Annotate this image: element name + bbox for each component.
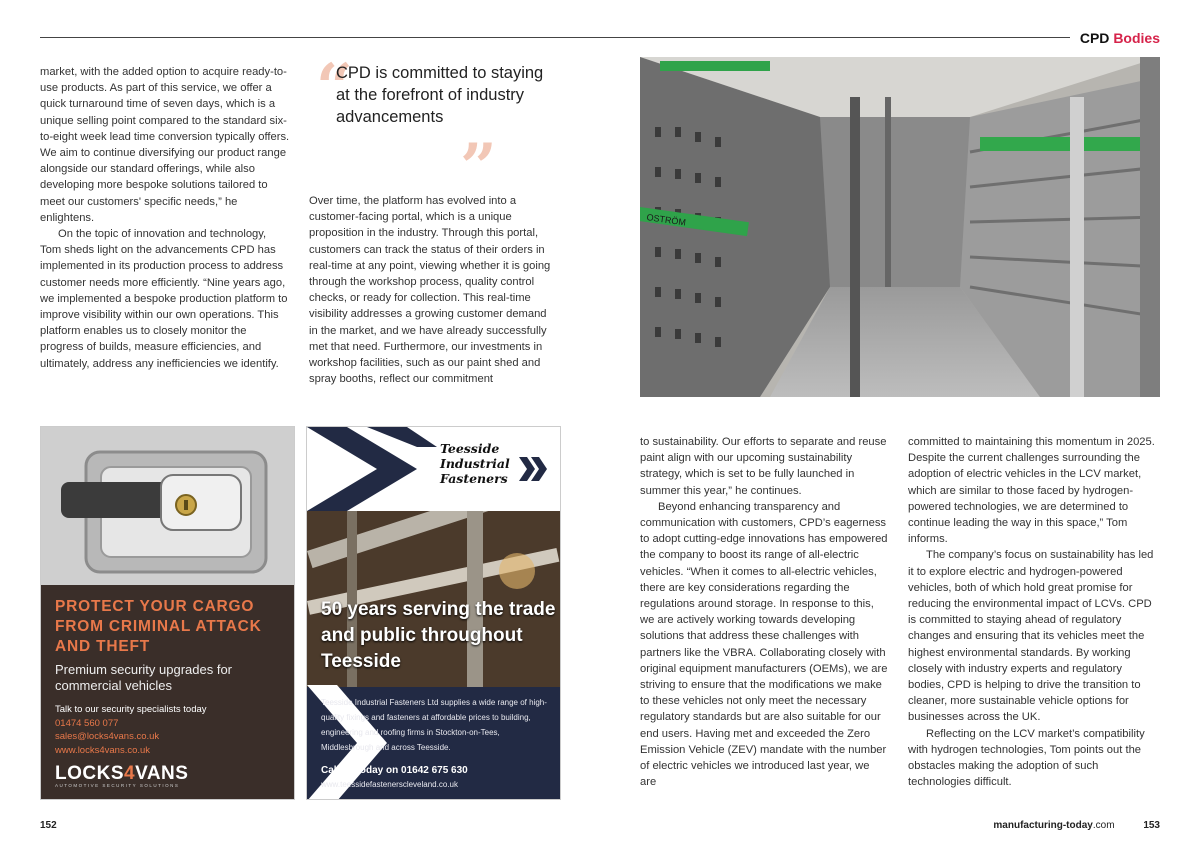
article-column-2 [309,193,554,387]
article-column-1 [40,64,290,372]
teesside-brand-logo [440,441,530,486]
ad-top-banner [307,427,561,511]
teesside-fasteners-advert[interactable] [306,426,561,800]
ad-contact-intro: Talk to our security specialists today [55,704,207,715]
van-racking-illustration [640,57,1160,397]
section-title-bodies: Bodies [1113,30,1160,46]
paragraph: The company’s focus on sustainability has led it to explore electric and hydrogen-powered vehicles, both of which hold great promise for reducing the environmental impact of LCVs. CPD is committed to staying ahead of regulatory changes and ensuring that its vehicles meet the highest environmental standards. By working closely with industry experts and regulatory bodies, CPD is helping to drive the transition to cleaner, more sustainable vehicle options for businesses across the UK. [908,549,1154,724]
ad-subheadline: Premium security upgrades for commercial vehicles [55,662,233,693]
ad-phone-number[interactable]: 01474 560 077 [55,717,119,729]
brand-line: Industrial [440,456,510,471]
ad-phone-number[interactable]: Call us today on 01642 675 630 [321,765,468,776]
paragraph: Over time, the platform has evolved into a customer-facing portal, which is a unique proposition in the industry. Through this portal, customers can track the status of their orders in real-time at any point, viewing whether it is going through the workshop process, quality control checks, or ready for collection. This real-time visibility addresses a growing customer demand in the market, and we have already successfully met that need. Furthermore, our investments in workshop facilities, such as our paint shed and spray booths, reflect our commitment [309,195,551,386]
logo-tagline: AUTOMOTIVE SECURITY SOLUTIONS [55,783,180,788]
paragraph: committed to maintaining this momentum in 2025. Despite the current challenges surrounding the adoption of electric vehicles in the LCV market, which are similar to those faced by hydrogen-powered technologies, we are determined to continue leading the way in this space,” Tom informs. [908,436,1155,546]
article-column-4 [908,434,1158,790]
pull-quote [316,50,550,205]
close-quote-mark-icon: ” [460,130,497,205]
logo-text: LOCKS [55,763,124,784]
header-rule [40,37,1070,38]
ad-headline: PROTECT YOUR CARGO FROM CRIMINAL ATTACK AND THEFT [55,598,262,655]
ad-contact-block [55,703,207,757]
paragraph: market, with the added option to acquire ready-to-use products. As part of this service, we offer a quick turnaround time of seven days, which is a unique selling point compared to the standard six-to-eight week lead time conversion typically offers. We aim to continue diversifying our product range alongside our standard offerings, while also developing more bespoke solutions tailored to meet our customers' specific needs,” he enlightens. [40,66,290,224]
paragraph: to sustainability. Our efforts to separate and reuse paint align with our upcoming sustainability strategy, which is set to be fully launched in summer this year,” he continues. [640,436,887,497]
page-number-left: 152 [40,820,57,831]
paragraph: Beyond enhancing transparency and communication with customers, CPD’s eagerness to adopt cutting-edge innovations has empowered the company to boost its range of all-electric vehicles. “When it comes to all-electric vehicles, there are key considerations regarding the regulations around storage. In response to this, we are actively working towards developing solutions that address these challenges with partners like the VBRA. Collaborating closely with original equipment manufacturers (OEMs), we are striving to ensure that the modifications we make to these vehicles not only meet the necessary regulatory standards but are also suitable for our end users. Having met and exceeded the Zero Emission Vehicle (ZEV) mandate with the number of electric vehicles we introduced last year, we are [640,500,888,789]
ad-email-link[interactable]: sales@locks4vans.co.uk [55,731,160,742]
footer-site-tld[interactable]: .com [1092,820,1115,831]
logo-text: 4 [124,763,136,784]
photo-brand-label: OSTRÖM [645,212,687,228]
brand-line: Fasteners [440,471,508,486]
ad-body-text: Teesside Industrial Fasteners Ltd supplies a wide range of high-quality fixings and fasteners at affordable prices to building, engineering and roofing firms in Stockton-on-Tees, Middlesbrough and across Teesside. [321,698,547,752]
locks4vans-advert[interactable] [40,426,295,800]
locks4vans-logo [55,763,188,785]
ad-website-link[interactable]: www.teessidefastenerscleveland.co.uk [321,780,458,789]
brand-line: Teesside [440,441,500,456]
article-column-3 [640,434,888,790]
van-racking-photo [640,57,1160,397]
logo-text: VANS [135,763,189,784]
paragraph: On the topic of innovation and technology, Tom sheds light on the advancements CPD has implemented in its production process to address customer needs more efficiently. “Nine years ago, we implemented a bespoke production platform to improve visibility within our own operations. This platform enables us to closely monitor the progress of builds, measure efficiencies, and ultimately, address any inefficiencies we identify. [40,228,288,370]
footer-right [993,820,1160,831]
ad-website-link[interactable]: www.locks4vans.co.uk [55,744,151,756]
section-header [1080,30,1160,46]
van-lock-photo [41,427,295,585]
open-quote-mark-icon: “ [316,50,353,125]
pull-quote-text: CPD is committed to staying at the forefront of industry advancements [336,64,544,126]
paragraph: Reflecting on the LCV market’s compatibility with hydrogen technologies, Tom points out the obstacles making the adoption of such technologies difficult. [908,727,1145,789]
ad-headline: 50 years serving the trade and public throughout Teesside [321,599,556,672]
page-number-right: 153 [1143,820,1160,831]
footer-site-name[interactable]: manufacturing-today [993,820,1093,831]
section-title-cpd: CPD [1079,30,1110,46]
padlock-hasp-illustration [41,427,295,585]
